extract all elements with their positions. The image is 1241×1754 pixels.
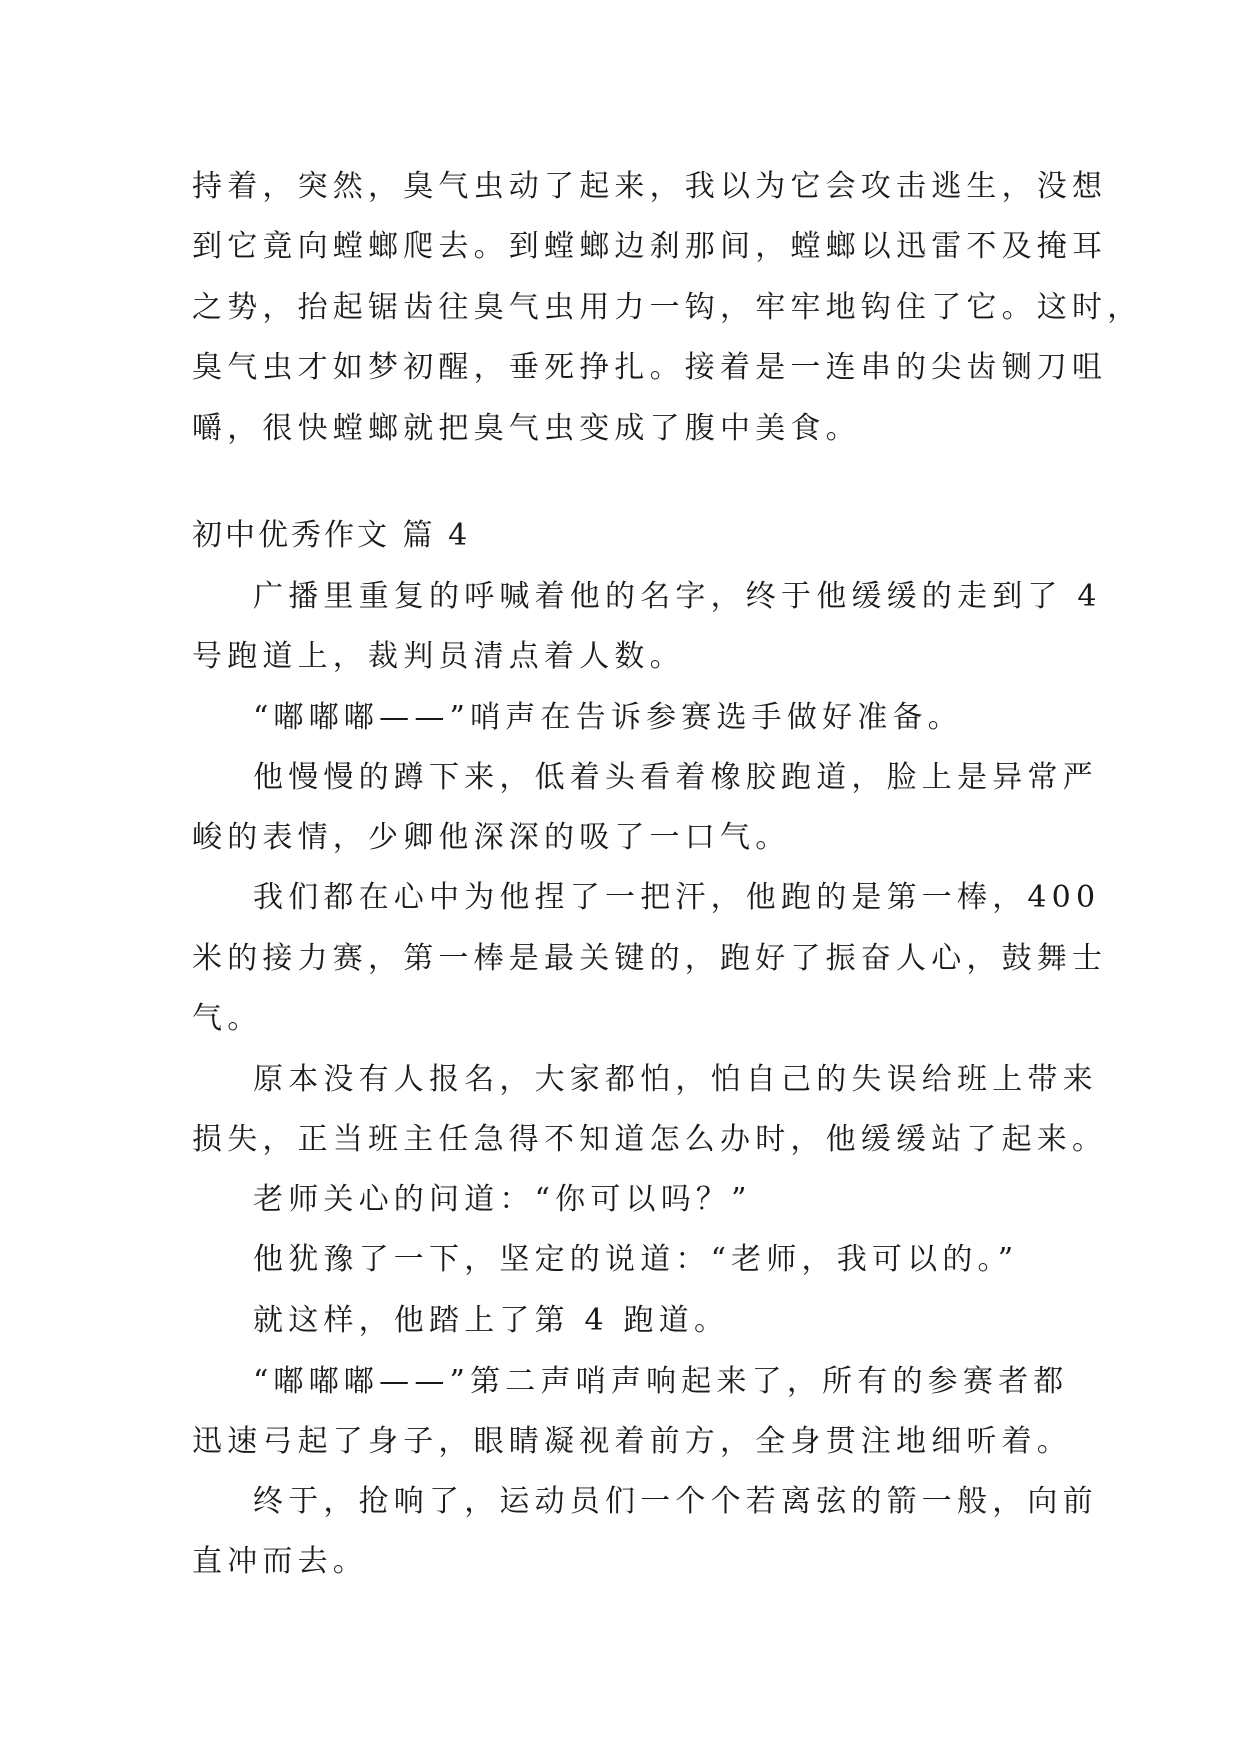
section-heading: 初中优秀作文 篇 4 [192, 518, 471, 553]
paragraph-line: 号跑道上，裁判员清点着人数。 [192, 639, 685, 674]
paragraph-line: 直冲而去。 [192, 1544, 368, 1579]
paragraph-line: 老师关心的问道：“你可以吗？” [253, 1182, 752, 1217]
paragraph-line: “嘟嘟嘟——”第二声哨声响起来了，所有的参赛者都 [253, 1364, 1069, 1399]
paragraph-line: 米的接力赛，第一棒是最关键的，跑好了振奋人心，鼓舞士 [192, 941, 1108, 976]
paragraph-line: “嘟嘟嘟——”哨声在告诉参赛选手做好准备。 [253, 700, 963, 735]
paragraph-line: 终于，抢响了，运动员们一个个若离弦的箭一般，向前 [253, 1484, 1098, 1519]
paragraph-line: 广播里重复的呼喊着他的名字，终于他缓缓的走到了 4 [253, 579, 1102, 614]
paragraph-line: 迅速弓起了身子，眼睛凝视着前方，全身贯注地细听着。 [192, 1424, 1072, 1459]
paragraph-line: 峻的表情，少卿他深深的吸了一口气。 [192, 820, 791, 855]
text-line: 持着，突然，臭气虫动了起来，我以为它会攻击逃生，没想 [192, 169, 1108, 204]
paragraph-line: 气。 [192, 1001, 263, 1036]
paragraph-line: 就这样，他踏上了第 4 跑道。 [253, 1303, 730, 1338]
text-line: 嚼，很快螳螂就把臭气虫变成了腹中美食。 [192, 411, 861, 446]
text-line: 到它竟向螳螂爬去。到螳螂边刹那间，螳螂以迅雷不及掩耳 [192, 229, 1108, 264]
paragraph-line: 他慢慢的蹲下来，低着头看着橡胶跑道，脸上是异常严 [253, 760, 1098, 795]
paragraph-line: 原本没有人报名，大家都怕，怕自己的失误给班上带来 [253, 1062, 1098, 1097]
paragraph-line: 损失，正当班主任急得不知道怎么办时，他缓缓站了起来。 [192, 1122, 1108, 1157]
paragraph-line: 他犹豫了一下，坚定的说道：“老师，我可以的。” [253, 1242, 1019, 1277]
text-line: 臭气虫才如梦初醒，垂死挣扎。接着是一连串的尖齿铡刀咀 [192, 350, 1108, 385]
text-line: 之势，抬起锯齿往臭气虫用力一钩，牢牢地钩住了它。这时， [192, 290, 1143, 325]
paragraph-line: 我们都在心中为他捏了一把汗，他跑的是第一棒，400 [253, 880, 1101, 915]
